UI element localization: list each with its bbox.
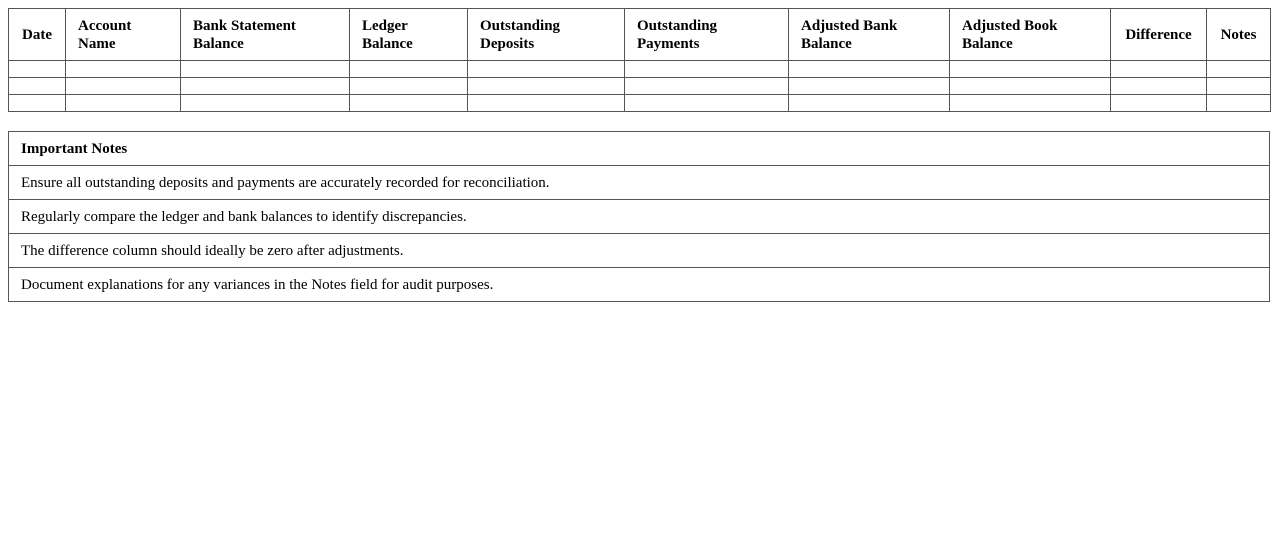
cell-outstanding-deposits[interactable] <box>468 61 625 78</box>
cell-notes[interactable] <box>1207 95 1271 112</box>
cell-notes[interactable] <box>1207 78 1271 95</box>
cell-difference[interactable] <box>1111 61 1207 78</box>
cell-adjusted-book-balance[interactable] <box>950 95 1111 112</box>
header-row <box>9 9 1271 61</box>
column-header-adjusted-book-balance: Adjusted Book Balance <box>950 9 1111 61</box>
cell-bank-statement-balance[interactable] <box>181 61 350 78</box>
note-row <box>9 200 1270 234</box>
cell-adjusted-book-balance[interactable] <box>950 61 1111 78</box>
column-header-ledger-balance: Ledger Balance <box>350 9 468 61</box>
column-header-bank-statement-balance: Bank Statement Balance <box>181 9 350 61</box>
cell-difference[interactable] <box>1111 95 1207 112</box>
note-row <box>9 268 1270 302</box>
cell-notes[interactable] <box>1207 61 1271 78</box>
column-header-outstanding-deposits: Outstanding Deposits <box>468 9 625 61</box>
column-header-account-name: Account Name <box>66 9 181 61</box>
cell-ledger-balance[interactable] <box>350 95 468 112</box>
column-header-notes: Notes <box>1207 9 1271 61</box>
cell-adjusted-bank-balance[interactable] <box>789 95 950 112</box>
cell-bank-statement-balance[interactable] <box>181 95 350 112</box>
note-item: Ensure all outstanding deposits and payments are accurately recorded for reconciliation. <box>9 166 1270 200</box>
cell-ledger-balance[interactable] <box>350 78 468 95</box>
cell-outstanding-deposits[interactable] <box>468 78 625 95</box>
cell-adjusted-bank-balance[interactable] <box>789 61 950 78</box>
column-header-date: Date <box>9 9 66 61</box>
cell-bank-statement-balance[interactable] <box>181 78 350 95</box>
column-header-outstanding-payments: Outstanding Payments <box>625 9 789 61</box>
cell-adjusted-bank-balance[interactable] <box>789 78 950 95</box>
table-row <box>9 95 1271 112</box>
cell-outstanding-payments[interactable] <box>625 61 789 78</box>
cell-outstanding-deposits[interactable] <box>468 95 625 112</box>
cell-date[interactable] <box>9 95 66 112</box>
note-item: Document explanations for any variances in the Notes field for audit purposes. <box>9 268 1270 302</box>
cell-adjusted-book-balance[interactable] <box>950 78 1111 95</box>
cell-outstanding-payments[interactable] <box>625 78 789 95</box>
column-header-adjusted-bank-balance: Adjusted Bank Balance <box>789 9 950 61</box>
notes-title: Important Notes <box>9 132 1270 166</box>
cell-outstanding-payments[interactable] <box>625 95 789 112</box>
cell-account-name[interactable] <box>66 61 181 78</box>
column-header-difference: Difference <box>1111 9 1207 61</box>
important-notes-table <box>8 131 1270 302</box>
cell-date[interactable] <box>9 61 66 78</box>
reconciliation-table <box>8 8 1271 112</box>
note-item: The difference column should ideally be zero after adjustments. <box>9 234 1270 268</box>
note-row <box>9 166 1270 200</box>
note-item: Regularly compare the ledger and bank balances to identify discrepancies. <box>9 200 1270 234</box>
cell-account-name[interactable] <box>66 78 181 95</box>
table-row <box>9 61 1271 78</box>
cell-difference[interactable] <box>1111 78 1207 95</box>
cell-date[interactable] <box>9 78 66 95</box>
notes-title-row <box>9 132 1270 166</box>
cell-account-name[interactable] <box>66 95 181 112</box>
note-row <box>9 234 1270 268</box>
cell-ledger-balance[interactable] <box>350 61 468 78</box>
table-row <box>9 78 1271 95</box>
